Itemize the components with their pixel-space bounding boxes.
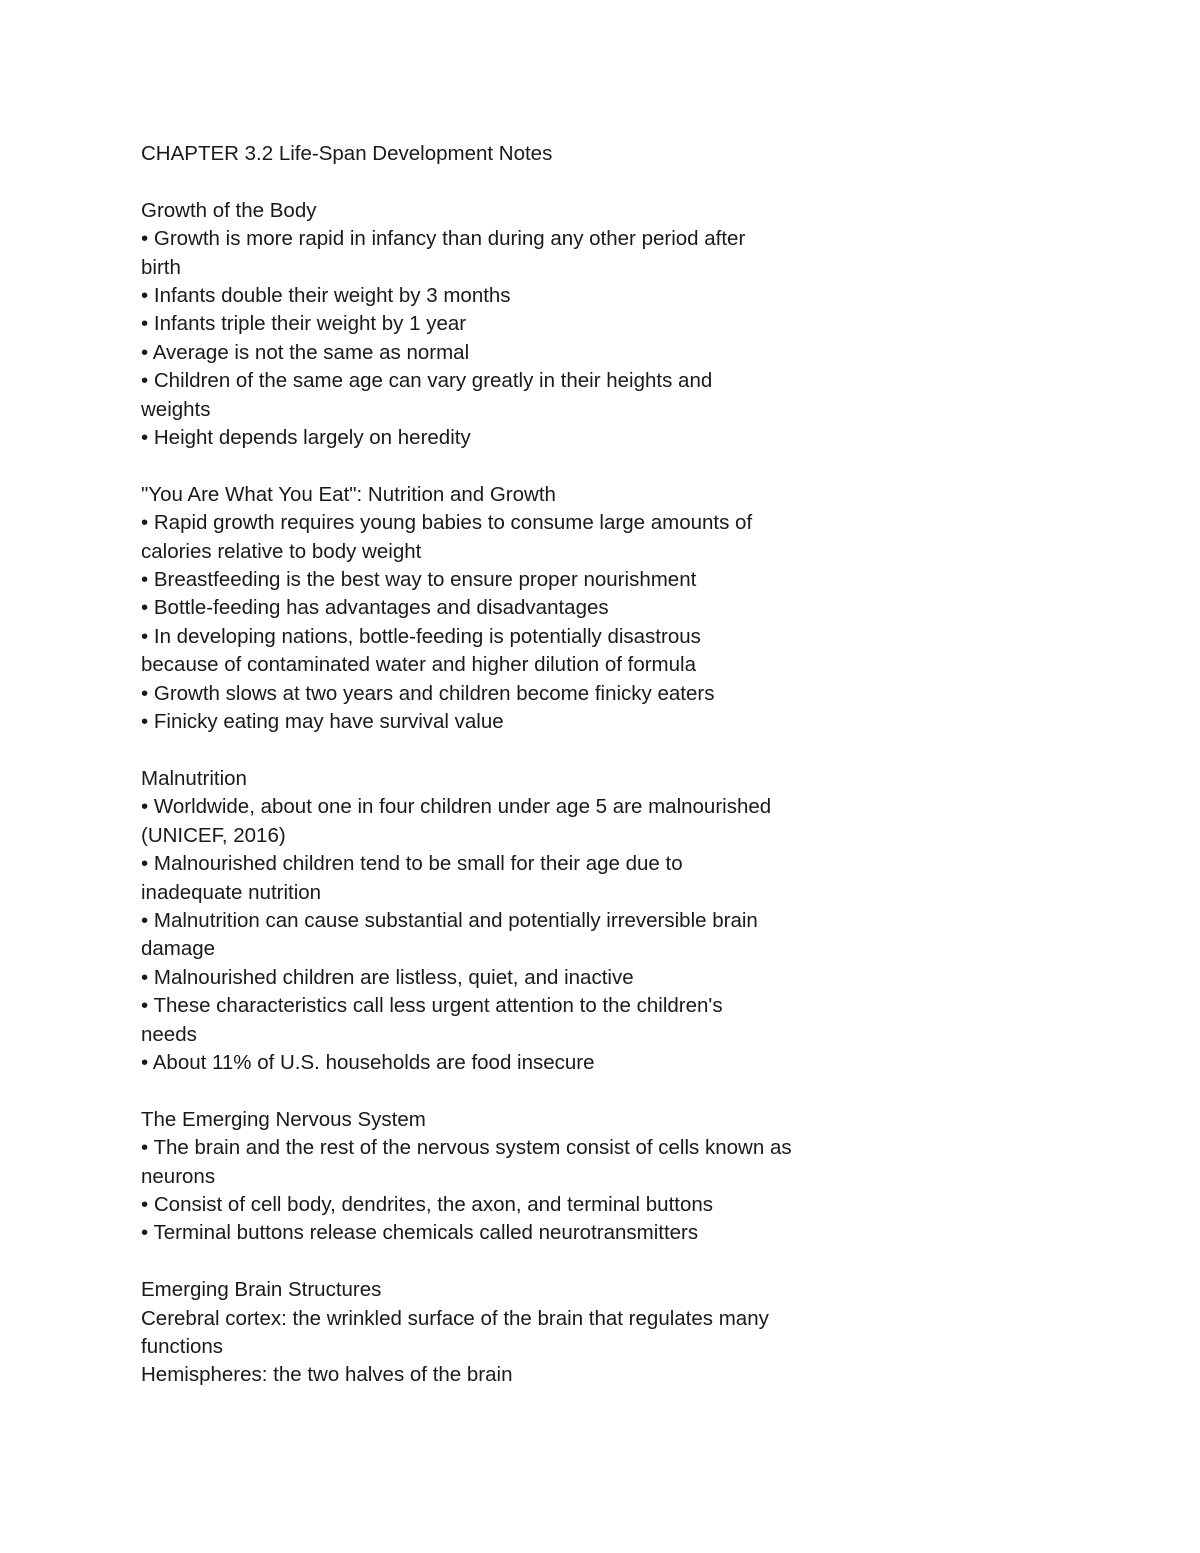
note-line: • Infants double their weight by 3 months bbox=[141, 284, 511, 308]
section-heading: The Emerging Nervous System bbox=[141, 1107, 426, 1131]
note-line: • The brain and the rest of the nervous system consist of cells known as bbox=[141, 1136, 792, 1160]
spacer bbox=[141, 737, 841, 765]
note-line: Cerebral cortex: the wrinkled surface of the brain that regulates many bbox=[141, 1306, 769, 1330]
section-heading: "You Are What You Eat": Nutrition and Growth bbox=[141, 482, 556, 506]
note-line: • Height depends largely on heredity bbox=[141, 426, 471, 450]
note-line: • Consist of cell body, dendrites, the axon, and terminal buttons bbox=[141, 1192, 714, 1216]
document-content bbox=[141, 140, 841, 1390]
note-line: • Growth slows at two years and children become finicky eaters bbox=[141, 681, 715, 705]
note-line: • Finicky eating may have survival value bbox=[141, 710, 504, 734]
note-line: • Malnourished children tend to be small for their age due to bbox=[141, 852, 683, 876]
section-nutrition-and-growth bbox=[141, 481, 841, 737]
note-line: • These characteristics call less urgent attention to the children's bbox=[141, 994, 723, 1018]
spacer bbox=[141, 168, 841, 196]
note-line: • Malnourished children are listless, quiet, and inactive bbox=[141, 965, 634, 989]
section-emerging-nervous-system bbox=[141, 1106, 841, 1248]
note-line: damage bbox=[141, 937, 216, 961]
note-line: • Infants triple their weight by 1 year bbox=[141, 312, 467, 336]
note-line: • In developing nations, bottle-feeding is potentially disastrous bbox=[141, 624, 701, 648]
note-line: functions bbox=[141, 1334, 224, 1358]
note-line: • Malnutrition can cause substantial and potentially irreversible brain bbox=[141, 908, 758, 932]
document-title: CHAPTER 3.2 Life-Span Development Notes bbox=[141, 142, 553, 165]
note-line: • Average is not the same as normal bbox=[141, 340, 470, 364]
note-line: • Growth is more rapid in infancy than during any other period after bbox=[141, 227, 746, 251]
note-line: weights bbox=[141, 397, 211, 421]
section-growth-of-the-body bbox=[141, 197, 841, 453]
section-heading: Malnutrition bbox=[141, 766, 247, 790]
note-line: • About 11% of U.S. households are food insecure bbox=[141, 1050, 595, 1074]
note-line: • Breastfeeding is the best way to ensure proper nourishment bbox=[141, 568, 697, 592]
section-heading: Emerging Brain Structures bbox=[141, 1278, 382, 1302]
note-line: (UNICEF, 2016) bbox=[141, 823, 286, 847]
note-line: • Bottle-feeding has advantages and disadvantages bbox=[141, 596, 609, 620]
spacer bbox=[141, 1077, 841, 1105]
spacer bbox=[141, 1248, 841, 1276]
note-line: neurons bbox=[141, 1164, 216, 1188]
note-line: • Worldwide, about one in four children under age 5 are malnourished bbox=[141, 795, 772, 819]
note-line: inadequate nutrition bbox=[141, 880, 322, 904]
section-emerging-brain-structures bbox=[141, 1276, 841, 1390]
note-line: birth bbox=[141, 255, 181, 279]
note-line: • Terminal buttons release chemicals called neurotransmitters bbox=[141, 1221, 699, 1245]
section-heading: Growth of the Body bbox=[141, 198, 317, 222]
note-line: calories relative to body weight bbox=[141, 539, 422, 563]
section-malnutrition bbox=[141, 765, 841, 1077]
note-line: • Rapid growth requires young babies to consume large amounts of bbox=[141, 511, 753, 535]
note-line: because of contaminated water and higher dilution of formula bbox=[141, 653, 696, 677]
note-line: needs bbox=[141, 1022, 197, 1046]
spacer bbox=[141, 452, 841, 480]
note-line: • Children of the same age can vary greatly in their heights and bbox=[141, 369, 713, 393]
note-line: Hemispheres: the two halves of the brain bbox=[141, 1363, 513, 1387]
